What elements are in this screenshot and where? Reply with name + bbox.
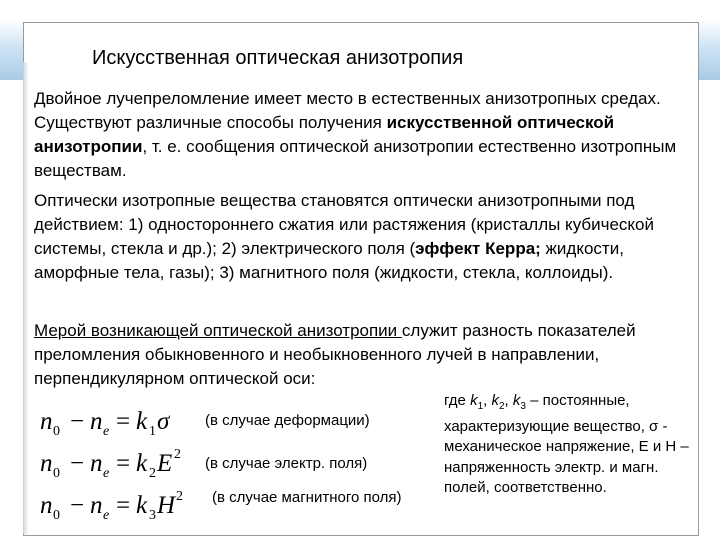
eq-minus: − [70,492,85,519]
k-subscript: 3 [520,401,526,412]
eq-rhs: E [157,450,173,477]
eq-n0-sub: 0 [53,508,60,522]
k-symbol: k [512,392,521,409]
paragraph-measure [34,319,694,391]
bold-term: эффект Керра; [415,239,541,258]
text: Двойное лучепреломление имеет место в естественных анизотропных средах. Существуют различные способы получения [34,89,661,132]
eq-k: k [136,492,148,519]
eq-n0: n [40,492,53,519]
decor-bubble [612,4,626,18]
eq-equals: = [116,408,131,435]
eq-ne-sub: e [103,424,110,438]
eq-rhs: σ [157,408,170,435]
equation-case-label: (в случае магнитного поля) [212,489,402,506]
k-symbol: k [491,392,499,409]
k-symbol: k [470,392,478,409]
paragraph-isotropic-substances [34,189,694,285]
eq-ne: n [90,492,103,519]
text: , [483,392,492,409]
eq-ne-sub: e [103,508,110,522]
eq-n0: n [40,408,53,435]
text: , т. е. сообщения оптической анизотропии естественно изотропным веществам. [34,137,677,180]
eq-n0-sub: 0 [53,424,60,438]
equation-deformation [40,402,200,438]
equation-magnetic [40,486,200,522]
bold-term: искусственной оптической анизотропии [34,113,615,156]
eq-n0: n [40,450,53,477]
eq-k: k [136,450,148,477]
constants-note [444,391,700,498]
eq-ne: n [90,408,103,435]
eq-equals: = [116,492,131,519]
k-subscript: 2 [498,401,505,412]
eq-ne: n [90,450,103,477]
k-subscript: 1 [477,401,484,412]
equation-case-label: (в случае электр. поля) [205,455,368,472]
text: жидкости, аморфные тела, газы); 3) магнитного поля (жидкости, стекла, коллоиды). [34,239,624,282]
text: , [504,392,513,409]
frame-shadow [23,62,29,534]
eq-ne-sub: e [103,466,110,480]
eq-equals: = [116,450,131,477]
eq-k-sub: 2 [149,466,156,480]
eq-k-sub: 3 [149,508,156,522]
underlined-text: Мерой возникающей оптической анизотропии [34,321,402,340]
text: где [444,392,471,409]
eq-n0-sub: 0 [53,466,60,480]
decor-bubble [360,6,372,18]
eq-power: 2 [174,447,181,462]
page-title: Искусственная оптическая анизотропия [92,47,464,69]
decor-bubble [505,8,514,17]
equation-electric [40,444,200,480]
eq-minus: − [70,408,85,435]
eq-power: 2 [176,489,183,504]
text: – постоянные, характеризующие вещество, σ - механическое напряжение, Е и Н – напряженность электр. и магн. полей, соответственно. [444,392,689,496]
eq-minus: − [70,450,85,477]
eq-k: k [136,408,148,435]
decor-bubble [690,12,700,22]
eq-k-sub: 1 [149,424,156,438]
text: служит разность показателей преломления обыкновенного и необыкновенного лучей в направлении, перпендикулярном оптической оси: [34,321,636,388]
equation-case-label: (в случае деформации) [205,412,370,429]
eq-rhs: H [157,492,176,519]
paragraph-birefringence [34,87,694,183]
text: Оптически изотропные вещества становятся оптически анизотропными под действием: 1) одностороннего сжатия или растяжения (кристаллы кубической системы, стекла и др.); 2) электрического поля ( [34,191,655,258]
